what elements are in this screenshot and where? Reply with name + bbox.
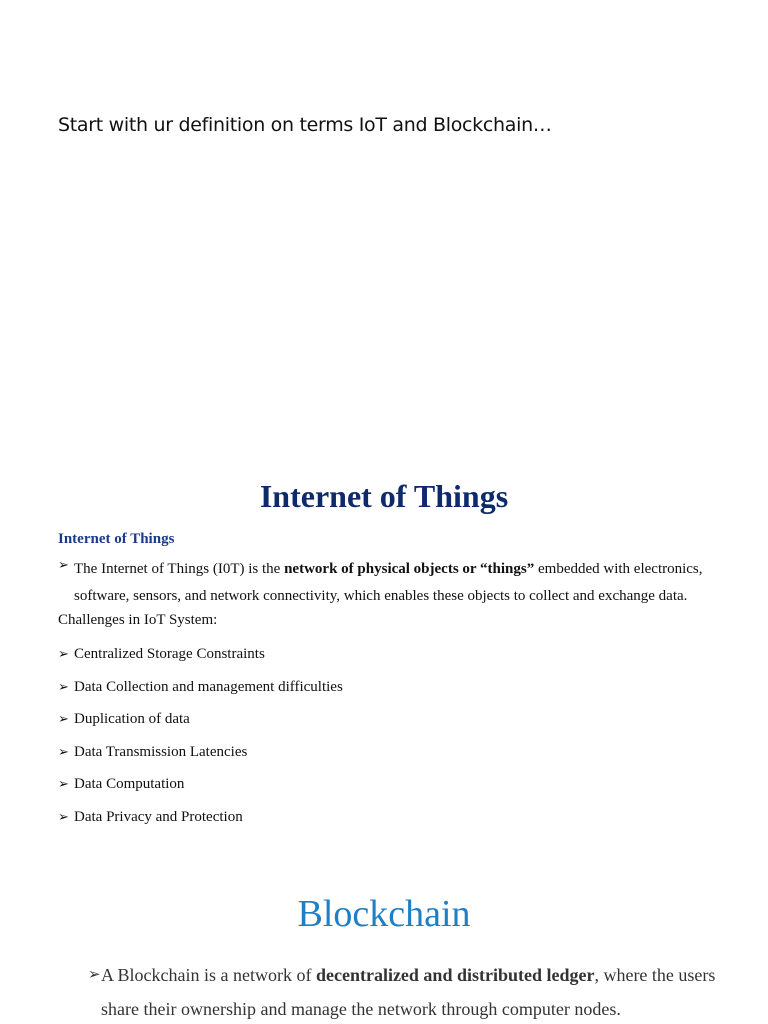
iot-subheading: Internet of Things xyxy=(58,531,175,547)
list-item xyxy=(58,644,718,664)
challenge-text: Data Collection and management difficulties xyxy=(74,679,343,695)
iot-heading: Internet of Things xyxy=(259,478,509,514)
challenge-text: Centralized Storage Constraints xyxy=(74,646,265,662)
iot-definition-bullet xyxy=(58,556,718,610)
intro-text: Start with ur definition on terms IoT and Blockchain… xyxy=(58,114,552,136)
list-item xyxy=(58,774,718,794)
arrow-bullet-icon: ➢ xyxy=(58,679,69,694)
arrow-bullet-icon: ➢ xyxy=(58,776,69,791)
blockchain-heading: Blockchain xyxy=(297,893,471,935)
arrow-bullet-icon: ➢ xyxy=(58,646,69,661)
arrow-bullet-icon: ➢ xyxy=(58,711,69,726)
list-item xyxy=(58,742,718,762)
challenges-label: Challenges in IoT System: xyxy=(58,612,218,628)
arrow-bullet-icon: ➢ xyxy=(58,557,69,572)
arrow-bullet-icon: ➢ xyxy=(58,744,69,759)
blockchain-definition-bold: decentralized and distributed ledger xyxy=(315,965,595,985)
list-item xyxy=(58,709,718,729)
challenge-text: Data Computation xyxy=(74,776,185,792)
blockchain-definition-before: A Blockchain is a network of xyxy=(101,965,316,985)
challenge-text: Data Privacy and Protection xyxy=(74,809,243,825)
blockchain-definition-text xyxy=(101,958,718,1024)
list-item xyxy=(58,807,718,827)
list-item xyxy=(58,677,718,697)
iot-definition-after: embedded with electronics, software, sensors, and network connectivity, which enables these objects to collect and exchange data. xyxy=(74,561,703,604)
blockchain-definition-bullet xyxy=(88,964,718,1024)
iot-definition-before: The Internet of Things (I0T) is the xyxy=(74,561,285,577)
iot-definition-bold: network of physical objects or “things” xyxy=(284,561,535,577)
arrow-bullet-icon: ➢ xyxy=(58,809,69,824)
challenge-text: Duplication of data xyxy=(74,711,190,727)
challenge-text: Data Transmission Latencies xyxy=(74,744,248,760)
iot-definition-text xyxy=(74,556,718,610)
arrow-bullet-icon: ➢ xyxy=(88,967,101,983)
blockchain-definition-after: , where the users share their ownership and manage the network through computer nodes. xyxy=(101,965,716,1019)
